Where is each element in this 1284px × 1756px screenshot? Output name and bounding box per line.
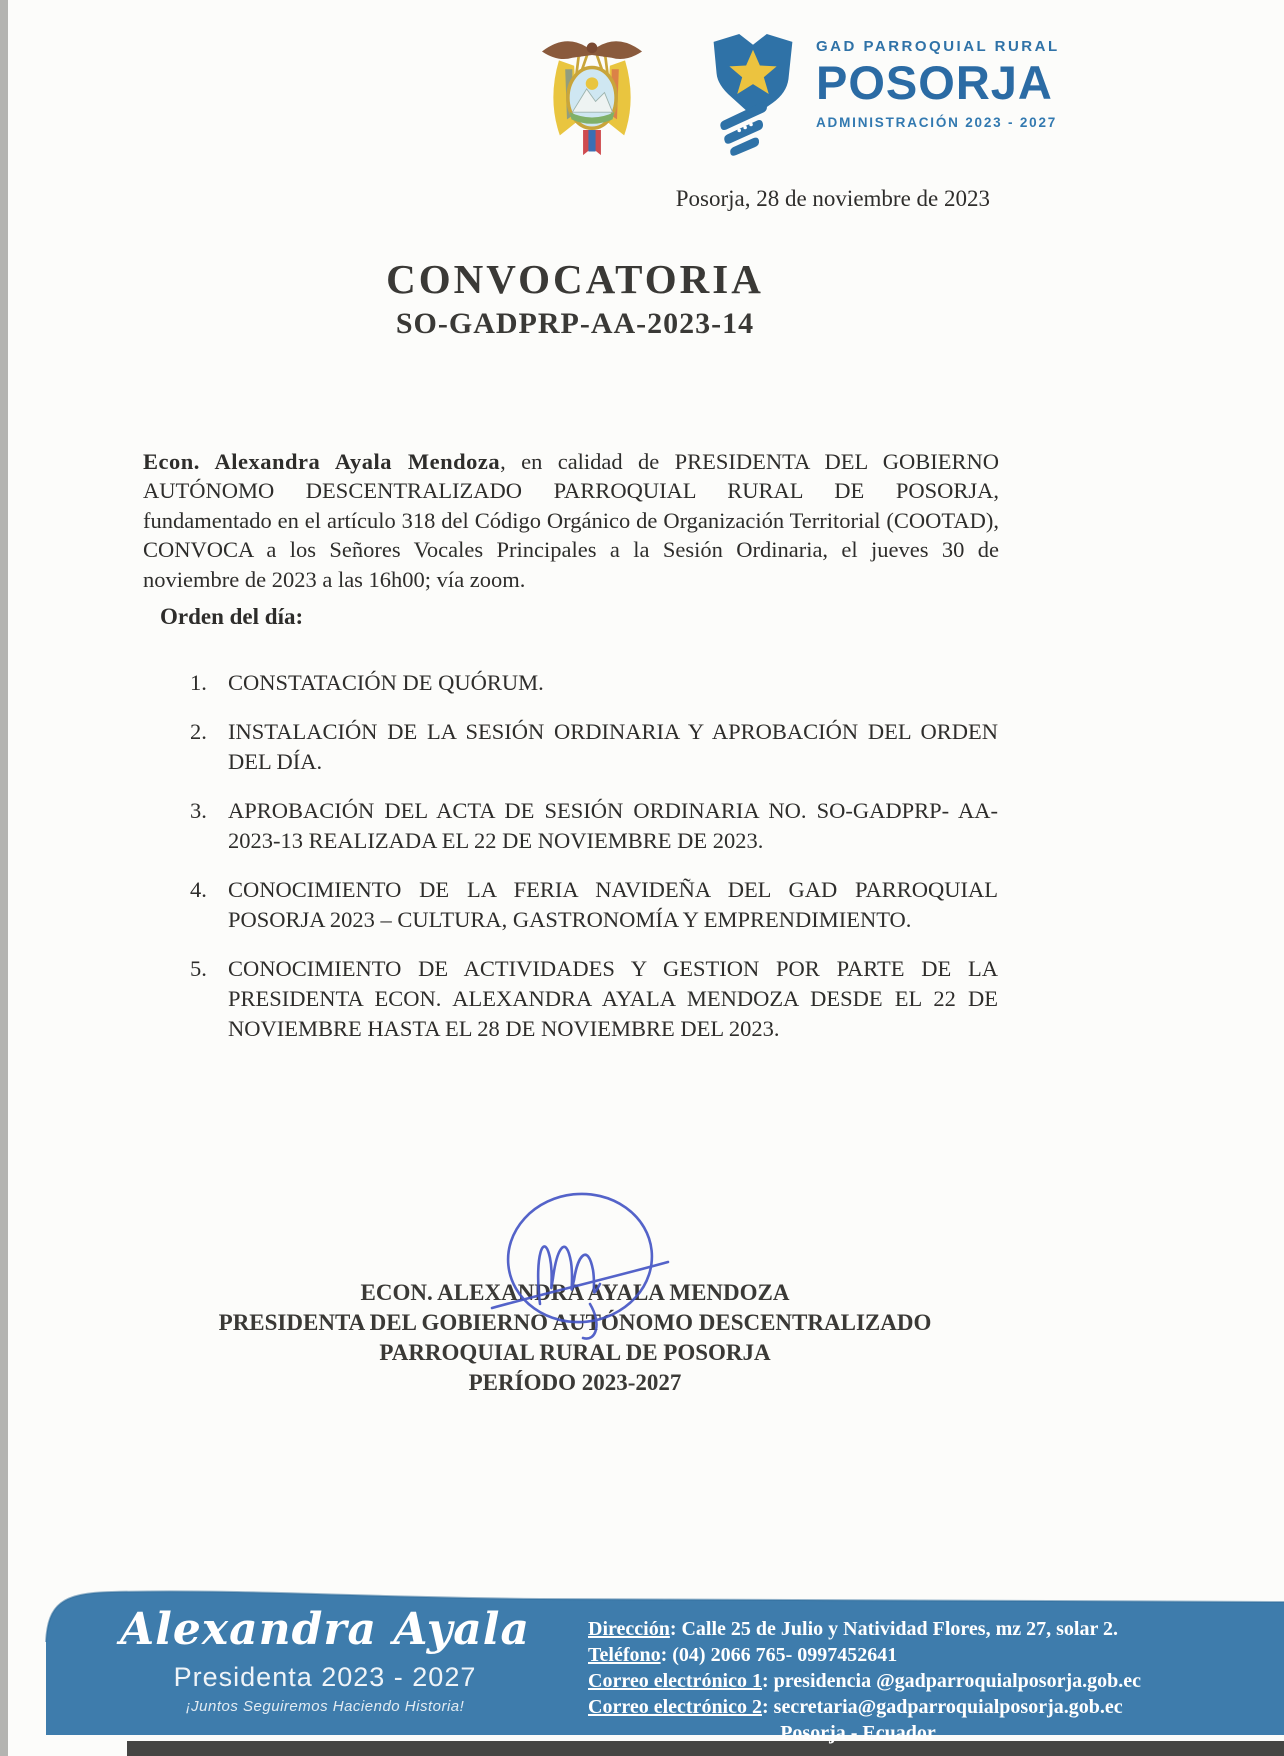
contact-email1-label: Correo electrónico 1 [588, 1670, 762, 1692]
title-block [0, 255, 1150, 341]
presidenta-name-bold: Econ. Alexandra Ayala Mendoza [143, 448, 501, 474]
agenda-list [190, 668, 998, 1063]
contact-phone-value: : (04) 2066 765- 0997452641 [660, 1644, 898, 1666]
contact-address-label: Dirección [588, 1618, 670, 1640]
agenda-item-text: CONOCIMIENTO DE ACTIVIDADES Y GESTION POR PARTE DE LA PRESIDENTA ECON. ALEXANDRA AYALA MENDOZA DESDE EL 22 DE NOVIEMBRE HASTA EL 28 DE NOVIEMBRE DEL 2023. [228, 956, 998, 1041]
agenda-item-4 [190, 875, 998, 935]
footer-slogan: ¡Juntos Seguiremos Haciendo Historia! [185, 1698, 465, 1715]
handwritten-signature [440, 1186, 720, 1356]
footer-president-name: Alexandra Ayala [119, 1604, 530, 1655]
agenda-item-3 [190, 796, 998, 856]
contact-email-2 [588, 1694, 1188, 1720]
contact-email2-label: Correo electrónico 2 [588, 1696, 762, 1718]
footer-contact-block [588, 1616, 1188, 1746]
contact-phone [588, 1642, 1188, 1668]
contact-address-value: : Calle 25 de Julio y Natividad Flores, mz 27, solar 2. [669, 1618, 1118, 1640]
agenda-item-number: 3. [190, 798, 207, 823]
agenda-item-2 [190, 717, 998, 777]
posorja-logo [694, 28, 1060, 162]
footer-president-block [90, 1604, 560, 1715]
footer-location: Posorja - Ecuador [780, 1722, 936, 1744]
intro-paragraph [143, 447, 999, 595]
logo-posorja-wordmark: POSORJA [816, 56, 1053, 109]
signatory-title-line1: PRESIDENTA DEL GOBIERNO AUTÓNOMO DESCENTRALIZADO [218, 1310, 932, 1335]
agenda-item-text: CONOCIMIENTO DE LA FERIA NAVIDEÑA DEL GAD PARROQUIAL POSORJA 2023 – CULTURA, GASTRONOMÍA Y EMPRENDIMIENTO. [228, 877, 998, 932]
intro-paragraph-text: , en calidad de PRESIDENTA DEL GOBIERNO AUTÓNOMO DESCENTRALIZADO PARROQUIAL RURAL DE POSORJA, fundamentado en el artículo 318 del Código Orgánico de Organización Territorial (COOTAD), CONVOCA a los Señores Vocales Principales a la Sesión Ordinaria, el jueves 30 de noviembre de 2023 a las 16h00; vía zoom. [143, 448, 1000, 592]
agenda-item-text: APROBACIÓN DEL ACTA DE SESIÓN ORDINARIA NO. SO-GADPRP- AA-2023-13 REALIZADA EL 22 DE NOVIEMBRE DE 2023. [228, 798, 998, 853]
contact-email-1 [588, 1668, 1188, 1694]
document-title: CONVOCATORIA [386, 256, 764, 302]
contact-address [588, 1616, 1188, 1642]
contact-email1-value: : presidencia @gadparroquialposorja.gob.ec [762, 1670, 1141, 1692]
agenda-item-number: 2. [190, 719, 207, 744]
logo-administration-period: ADMINISTRACIÓN 2023 - 2027 [816, 115, 1058, 130]
contact-phone-label: Teléfono [588, 1644, 661, 1666]
agenda-item-number: 4. [190, 877, 207, 902]
footer-president-role: Presidenta 2023 - 2027 [173, 1662, 477, 1692]
signatory-title-line2: PARROQUIAL RURAL DE POSORJA [379, 1340, 771, 1365]
ecuador-coat-of-arms-icon [528, 30, 656, 164]
document-date: Posorja, 28 de noviembre de 2023 [675, 186, 990, 211]
signatory-period: PERÍODO 2023-2027 [468, 1370, 682, 1395]
logo-org-name: GAD PARROQUIAL RURAL [816, 38, 1060, 55]
agenda-item-number: 1. [190, 670, 207, 695]
agenda-item-1 [190, 668, 998, 698]
posorja-shield-icon [694, 30, 812, 158]
agenda-item-text: INSTALACIÓN DE LA SESIÓN ORDINARIA Y APROBACIÓN DEL ORDEN DEL DÍA. [228, 719, 998, 774]
agenda-item-number: 5. [190, 956, 207, 981]
signatory-name: ECON. ALEXANDRA AYALA MENDOZA [360, 1280, 790, 1305]
agenda-item-text: CONSTATACIÓN DE QUÓRUM. [228, 670, 544, 695]
agenda-item-5 [190, 954, 998, 1044]
contact-email2-value: : secretaria@gadparroquialposorja.gob.ec [762, 1696, 1123, 1718]
document-code: SO-GADPRP-AA-2023-14 [395, 307, 755, 340]
agenda-heading: Orden del día: [160, 604, 304, 629]
